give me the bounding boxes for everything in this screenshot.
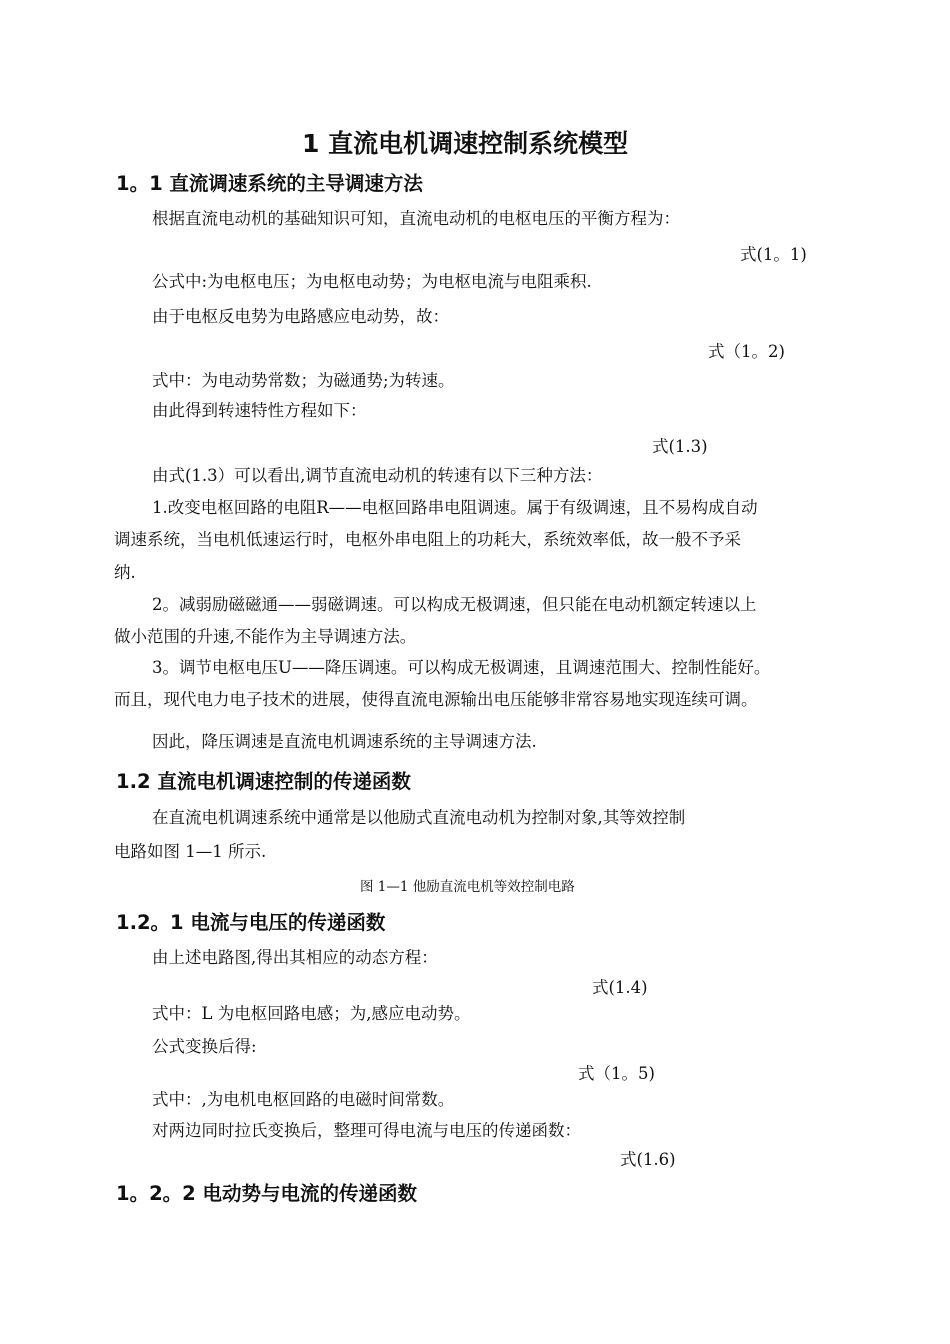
paragraph: 对两边同时拉氏变换后，整理可得电流与电压的传递函数： [152, 1121, 581, 1140]
equation-label: 式（1。2) [708, 342, 785, 361]
paragraph: 公式变换后得: [152, 1037, 257, 1056]
method-2-line: 2。减弱励磁磁通——弱磁调速。可以构成无极调速，但只能在电动机额定转速以上 [152, 595, 757, 614]
paragraph: 式中：L 为电枢回路电感；为,感应电动势。 [152, 1004, 471, 1023]
method-1-line: 调速系统，当电机低速运行时，电枢外串电阻上的功耗大，系统效率低，故一般不予采 [114, 530, 741, 549]
equation-label: 式(1。1) [740, 245, 807, 264]
method-3-line: 而且，现代电力电子技术的进展，使得直流电源输出电压能够非常容易地实现连续可调。 [114, 690, 758, 709]
method-1-line: 纳. [114, 563, 136, 582]
page-title: 1 直流电机调速控制系统模型 [302, 129, 629, 158]
equation-label: 式(1.4) [592, 978, 648, 997]
section-heading-1-2: 1.2 直流电机调速控制的传递函数 [116, 770, 411, 793]
paragraph: 由上述电路图,得出其相应的动态方程： [152, 948, 438, 967]
paragraph: 由式(1.3）可以看出,调节直流电动机的转速有以下三种方法： [152, 466, 603, 485]
section-heading-1-2-1: 1.2。1 电流与电压的传递函数 [116, 911, 386, 934]
section-heading-1-1: 1。1 直流调速系统的主导调速方法 [116, 172, 423, 195]
paragraph: 电路如图 1—1 所示. [114, 842, 267, 861]
method-1-line: 1.改变电枢回路的电阻R——电枢回路串电阻调速。属于有级调速，且不易构成自动 [152, 498, 758, 517]
equation-label: 式（1。5) [578, 1064, 655, 1083]
paragraph: 由于电枢反电势为电路感应电动势，故： [152, 307, 449, 326]
figure-caption: 图 1—1 他励直流电机等效控制电路 [360, 879, 575, 895]
paragraph: 由此得到转速特性方程如下： [152, 401, 367, 420]
paragraph: 根据直流电动机的基础知识可知，直流电动机的电枢电压的平衡方程为： [152, 209, 680, 228]
section-heading-1-2-2: 1。2。2 电动势与电流的传递函数 [116, 1182, 417, 1205]
equation-label: 式(1.6) [620, 1150, 676, 1169]
method-2-line: 做小范围的升速,不能作为主导调速方法。 [114, 627, 417, 646]
paragraph: 公式中:为电枢电压；为电枢电动势；为电枢电流与电阻乘积. [152, 272, 592, 291]
equation-label: 式(1.3) [652, 437, 708, 456]
paragraph: 在直流电机调速系统中通常是以他励式直流电动机为控制对象,其等效控制 [152, 808, 686, 827]
paragraph: 式中：为电动势常数；为磁通势;为转速。 [152, 371, 455, 390]
paragraph: 因此，降压调速是直流电机调速系统的主导调速方法. [152, 732, 537, 751]
paragraph: 式中：,为电机电枢回路的电磁时间常数。 [152, 1090, 455, 1109]
method-3-line: 3。调节电枢电压U——降压调速。可以构成无极调速，且调速范围大、控制性能好。 [152, 658, 771, 677]
